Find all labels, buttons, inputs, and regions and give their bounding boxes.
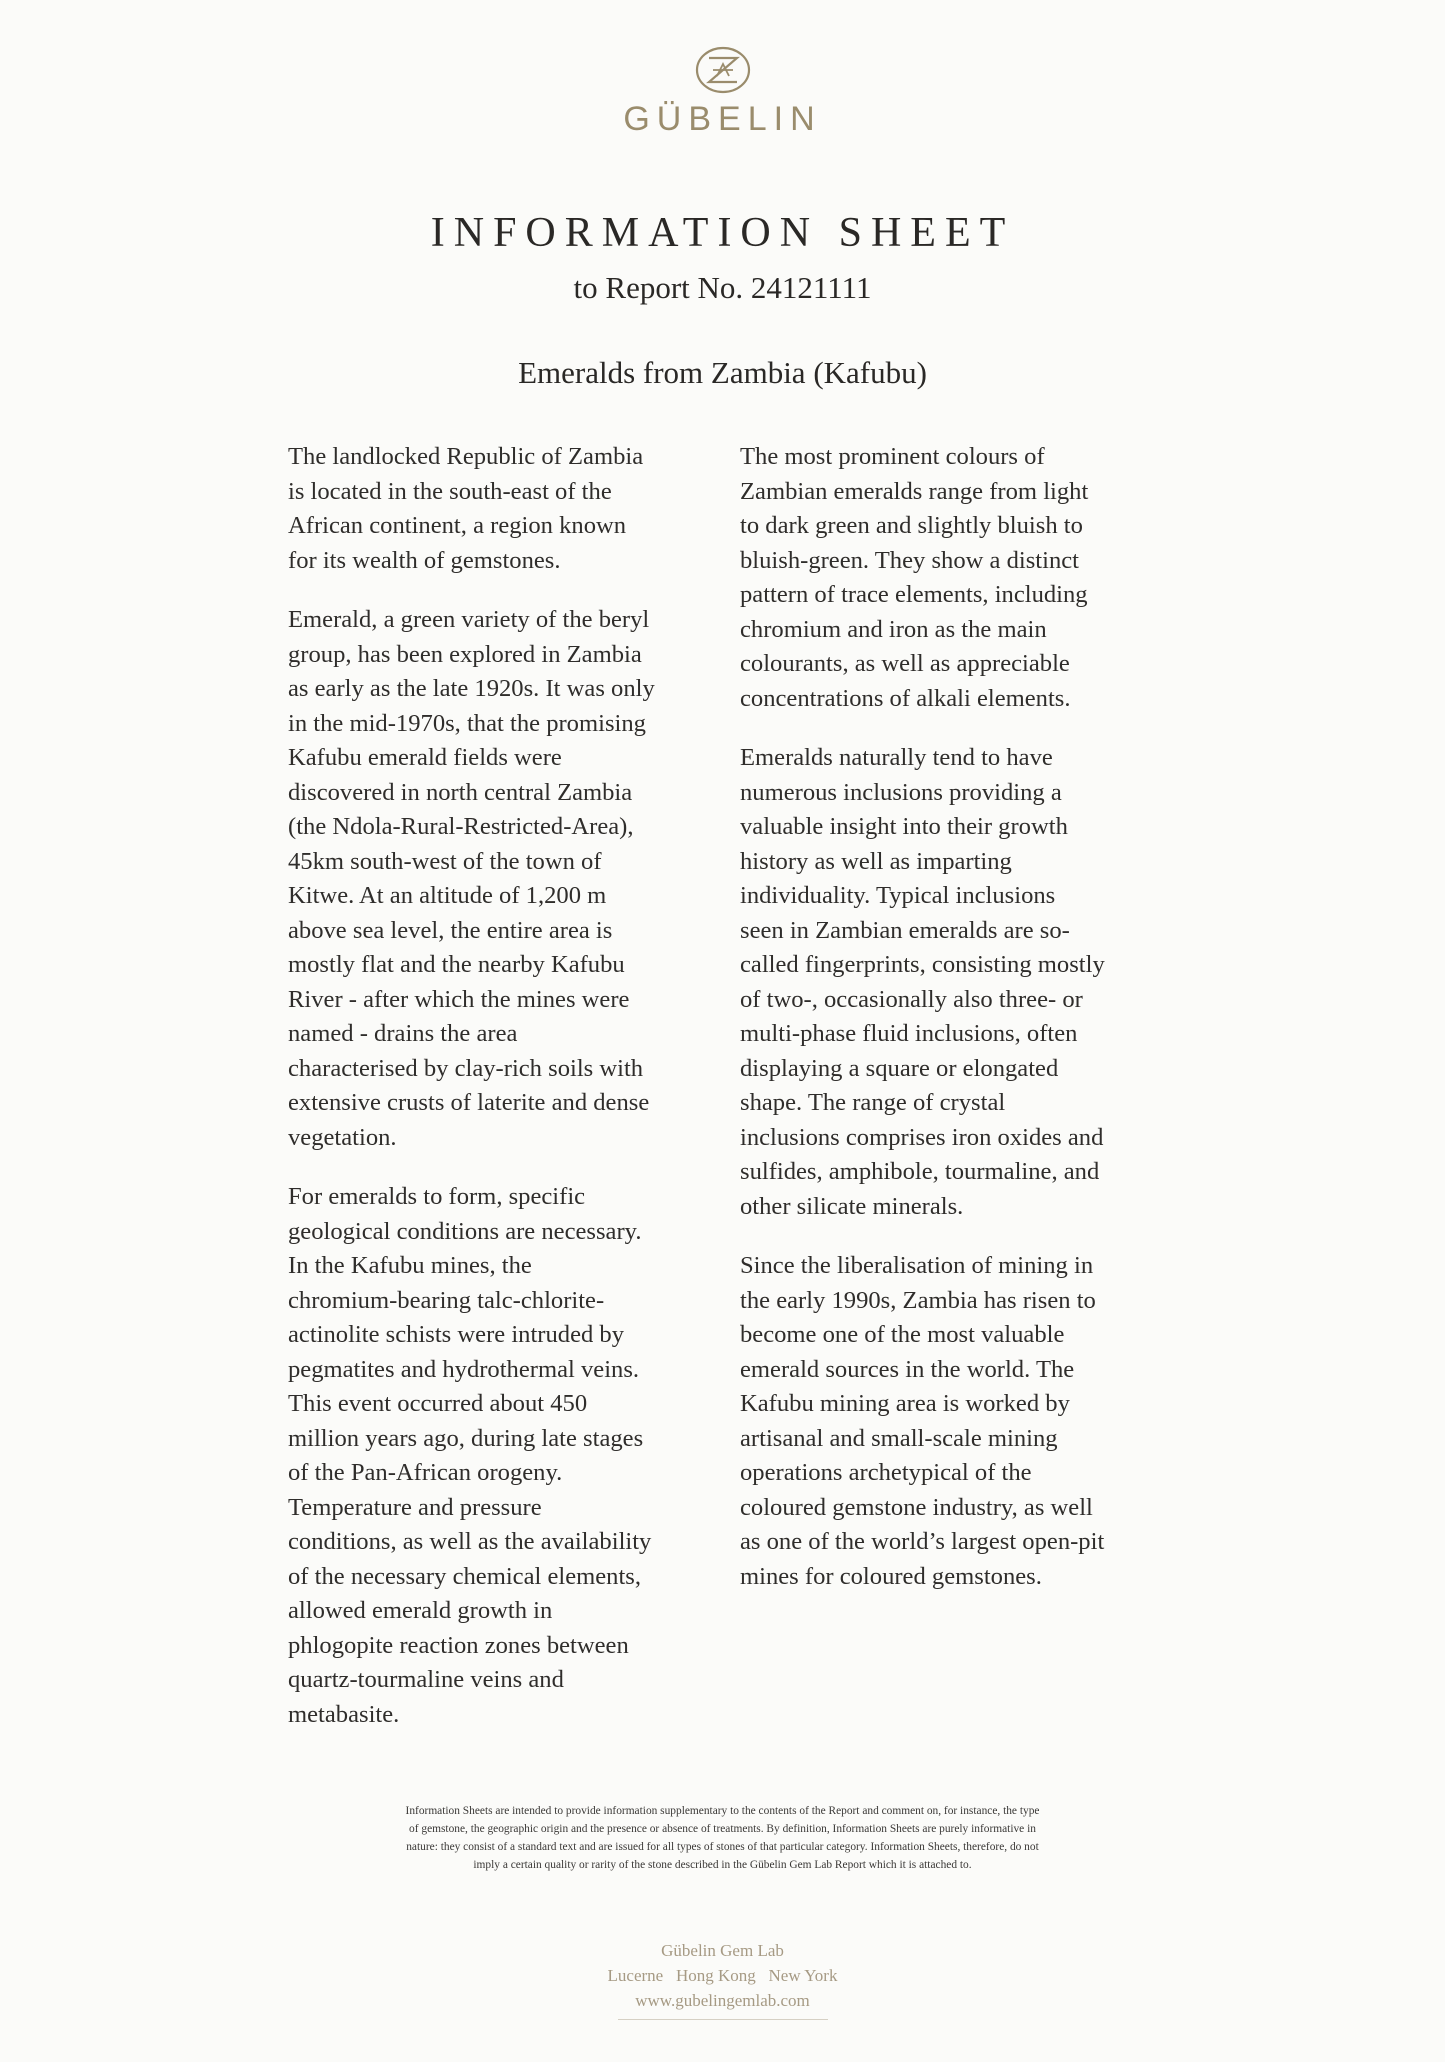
text-line: This event occurred about 450 — [288, 1390, 588, 1417]
text-line: colourants, as well as appreciable — [740, 650, 1070, 677]
text-line: as early as the late 1920s. It was only — [288, 675, 655, 702]
text-line: Kafubu mining area is worked by — [740, 1390, 1070, 1417]
text-line: to dark green and slightly bluish to — [740, 512, 1083, 539]
text-line: vegetation. — [288, 1123, 397, 1151]
text-line: shape. The range of crystal — [740, 1089, 1006, 1116]
text-line: (the Ndola-Rural-Restricted-Area), — [288, 813, 634, 840]
text-line: extensive crusts of laterite and dense — [288, 1089, 650, 1116]
left-paragraph — [288, 440, 718, 578]
text-line: seen in Zambian emeralds are so- — [740, 916, 1070, 944]
brand-name: GÜBELIN — [623, 100, 822, 138]
text-line: Since the liberalisation of mining in — [740, 1252, 1094, 1279]
report-number: to Report No. 24121111 — [573, 270, 872, 305]
text-line: individuality. Typical inclusions — [740, 882, 1056, 909]
text-line: In the Kafubu mines, the — [288, 1252, 532, 1279]
text-line: as one of the world’s largest open-pit — [740, 1528, 1105, 1555]
disclaimer — [280, 1802, 1165, 1874]
footer-rule — [618, 2019, 828, 2020]
footer — [0, 1938, 1445, 2020]
text-line: Emerald, a green variety of the beryl — [288, 606, 650, 633]
text-line: coloured gemstone industry, as well — [740, 1493, 1093, 1521]
text-line: mines for coloured gemstones. — [740, 1562, 1042, 1590]
document-title: Emeralds from Zambia (Kafubu) — [518, 355, 927, 390]
lab-website[interactable]: www.gubelingemlab.com — [635, 1991, 810, 2010]
left-column — [288, 440, 718, 1757]
text-line: is located in the south-east of the — [288, 477, 612, 505]
text-line: of the necessary chemical elements, — [288, 1562, 642, 1590]
text-line: chromium-bearing talc-chlorite- — [288, 1286, 605, 1314]
right-paragraph — [740, 741, 1180, 1224]
text-line: actinolite schists were intruded by — [288, 1321, 625, 1348]
disclaimer-line: of gemstone, the geographic origin and the presence or absence of treatments. By definition, Information Sheets are purely informative in — [409, 1823, 1036, 1835]
text-line: inclusions comprises iron oxides and — [740, 1123, 1104, 1151]
sheet-title: INFORMATION SHEET — [430, 210, 1015, 256]
text-line: for its wealth of gemstones. — [288, 546, 561, 574]
text-line: multi-phase fluid inclusions, often — [740, 1020, 1078, 1047]
right-paragraph — [740, 1249, 1180, 1594]
text-line: metabasite. — [288, 1700, 400, 1728]
text-line: Kafubu emerald fields were — [288, 744, 562, 771]
text-line: characterised by clay-rich soils with — [288, 1054, 644, 1082]
text-line: operations archetypical of the — [740, 1459, 1032, 1486]
text-line: Kitwe. At an altitude of 1,200 m — [288, 882, 607, 909]
text-line: geological conditions are necessary. — [288, 1217, 642, 1245]
text-line: bluish-green. They show a distinct — [740, 546, 1080, 574]
text-line: other silicate minerals. — [740, 1192, 964, 1220]
text-line: emerald sources in the world. The — [740, 1355, 1075, 1383]
text-line: become one of the most valuable — [740, 1321, 1065, 1348]
text-line: of two-, occasionally also three- or — [740, 985, 1083, 1013]
text-line: numerous inclusions providing a — [740, 778, 1062, 806]
text-line: chromium and iron as the main — [740, 615, 1047, 643]
right-paragraph — [740, 440, 1180, 716]
text-line: of the Pan-African orogeny. — [288, 1459, 563, 1486]
text-line: pegmatites and hydrothermal veins. — [288, 1355, 640, 1383]
text-line: discovered in north central Zambia — [288, 778, 633, 806]
text-line: history as well as imparting — [740, 847, 1012, 875]
text-line: phlogopite reaction zones between — [288, 1631, 629, 1659]
text-line: million years ago, during late stages — [288, 1424, 644, 1452]
text-line: the early 1990s, Zambia has risen to — [740, 1286, 1096, 1314]
text-line: African continent, a region known — [288, 512, 627, 539]
left-paragraph — [288, 603, 718, 1155]
text-line: valuable insight into their growth — [740, 813, 1068, 840]
text-line: artisanal and small-scale mining — [740, 1424, 1058, 1452]
text-line: Temperature and pressure — [288, 1493, 542, 1521]
text-line: For emeralds to form, specific — [288, 1183, 586, 1210]
text-line: pattern of trace elements, including — [740, 581, 1088, 608]
text-line: group, has been explored in Zambia — [288, 640, 642, 668]
text-line: Zambian emeralds range from light — [740, 477, 1089, 505]
text-line: The most prominent colours of — [740, 443, 1045, 470]
text-line: named - drains the area — [288, 1020, 518, 1047]
text-line: displaying a square or elongated — [740, 1054, 1059, 1082]
text-line: River - after which the mines were — [288, 985, 630, 1013]
text-line: quartz-tourmaline veins and — [288, 1666, 564, 1693]
brand-header — [0, 44, 1445, 139]
document-header — [0, 205, 1445, 391]
disclaimer-line: imply a certain quality or rarity of the stone described in the Gübelin Gem Lab Report which it is attached to. — [473, 1859, 972, 1871]
text-line: concentrations of alkali elements. — [740, 684, 1071, 712]
text-line: 45km south-west of the town of — [288, 847, 602, 875]
text-line: allowed emerald growth in — [288, 1597, 553, 1624]
gubelin-logo-icon — [691, 44, 755, 96]
left-paragraph — [288, 1180, 718, 1732]
text-line: Emeralds naturally tend to have — [740, 744, 1053, 771]
text-line: called fingerprints, consisting mostly — [740, 951, 1105, 978]
lab-locations: Lucerne Hong Kong New York — [607, 1966, 838, 1985]
text-line: sulfides, amphibole, tourmaline, and — [740, 1158, 1100, 1185]
disclaimer-line: Information Sheets are intended to provide information supplementary to the contents of the Report and comment on, for instance, the type — [405, 1805, 1040, 1817]
text-line: mostly flat and the nearby Kafubu — [288, 951, 625, 978]
right-column — [740, 440, 1180, 1619]
text-line: The landlocked Republic of Zambia — [288, 443, 644, 470]
lab-name: Gübelin Gem Lab — [661, 1941, 784, 1960]
text-line: in the mid-1970s, that the promising — [288, 709, 646, 737]
disclaimer-line: nature: they consist of a standard text and are issued for all types of stones of that particular category. Information Sheets, therefore, do not — [406, 1841, 1039, 1853]
text-line: above sea level, the entire area is — [288, 916, 613, 944]
text-line: conditions, as well as the availability — [288, 1528, 652, 1555]
